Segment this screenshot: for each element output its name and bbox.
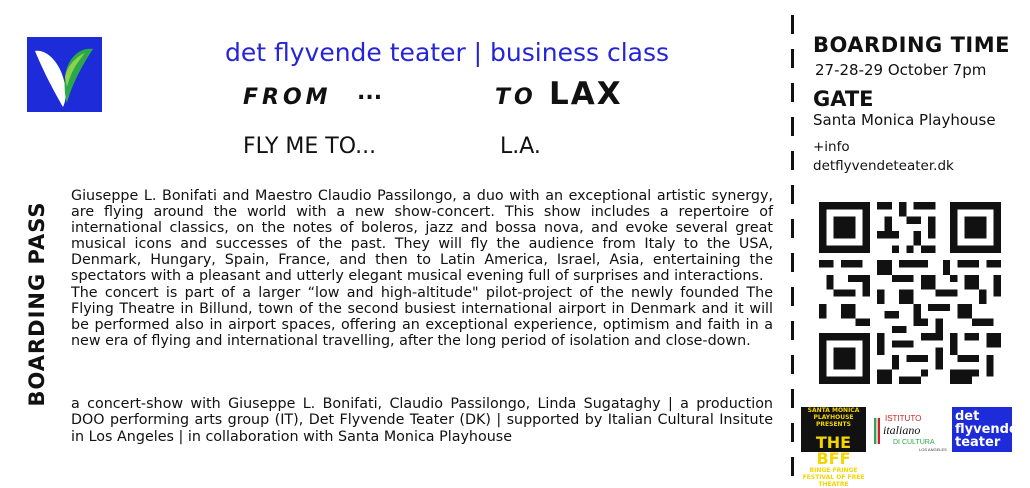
bff-sub-text: BINGE FRINGE FESTIVAL OF FREE THEATRE bbox=[802, 467, 865, 488]
dft-line-3: teater bbox=[955, 435, 1001, 450]
page-title: det flyvende teater | business class bbox=[225, 38, 670, 67]
wing-logo-icon bbox=[27, 37, 102, 112]
iic-line-2: italiano bbox=[883, 423, 921, 437]
iic-line-1: ISTITUTO bbox=[885, 414, 922, 423]
qr-code[interactable] bbox=[819, 202, 1001, 384]
to-label: TO bbox=[495, 85, 537, 110]
fly-me-to-text: FLY ME TO... bbox=[243, 134, 377, 159]
bff-main-text: THE BFF bbox=[815, 433, 852, 468]
from-value: ... bbox=[357, 80, 383, 105]
from-label: FROM bbox=[243, 85, 332, 110]
description-paragraph-1: Giuseppe L. Bonifati and Maestro Claudio Passilongo, a duo with an exceptional artistic synergy, are flying around the world with a new show-concert. This show includes a repertoire of international classics, on the notes of boleros, jazz and bossa nova, and evoke several great musical icons and successes of the past. They will fly the audience from Italy to the USA, Denmark, Hungary, Spain, France, and then to Latin America, Israel, Asia, entertaining the spectators with a pleasant and utterly elegant musical evening full of surprises and interactions. bbox=[71, 188, 773, 285]
perforation-line bbox=[791, 15, 795, 485]
description bbox=[71, 188, 773, 349]
destination-la: L.A. bbox=[500, 134, 541, 159]
info-label: +info bbox=[813, 139, 850, 155]
boarding-time-value: 27-28-29 October 7pm bbox=[815, 61, 987, 79]
boarding-pass-label bbox=[23, 190, 51, 418]
credits: a concert-show with Giuseppe L. Bonifati, Claudio Passilongo, Linda Sugataghy | a production DOO performing arts group (IT), Det Flyvende Teater (DK) | supported by Italian Cultural Insitute in Los Angeles | in collaboration with Santa Monica Playhouse bbox=[71, 396, 773, 445]
brand-logo bbox=[27, 37, 102, 112]
boarding-time-title: BOARDING TIME bbox=[813, 33, 1010, 57]
sponsor-logos bbox=[801, 405, 1018, 488]
dft-line-1: det bbox=[955, 409, 980, 424]
iic-line-3: DI CULTURA bbox=[893, 439, 935, 446]
bff-logo bbox=[801, 407, 866, 488]
gate-value: Santa Monica Playhouse bbox=[813, 111, 996, 129]
bff-top-text: SANTA MONICA PLAYHOUSE PRESENTS bbox=[807, 407, 860, 428]
iic-line-4: LOS ANGELES bbox=[919, 447, 947, 452]
istituto-italiano-logo bbox=[871, 408, 949, 452]
to-value: LAX bbox=[549, 76, 623, 112]
dft-line-2: flyvende bbox=[955, 422, 1018, 437]
det-flyvende-teater-logo bbox=[952, 407, 1018, 452]
gate-title: GATE bbox=[813, 87, 874, 111]
boarding-pass-text: BOARDING PASS bbox=[25, 201, 49, 407]
website-link[interactable]: detflyvendeteater.dk bbox=[813, 158, 954, 174]
description-paragraph-2: The concert is part of a larger “low and high-altitude" pilot-project of the newly founded The Flying Theatre in Billund, town of the second busiest international airport in Denmark and it will be performed also in airport spaces, offering an exceptional experience, optimism and faith in a new era of flying and international travelling, after the long period of isolation and close-down. bbox=[71, 284, 773, 349]
